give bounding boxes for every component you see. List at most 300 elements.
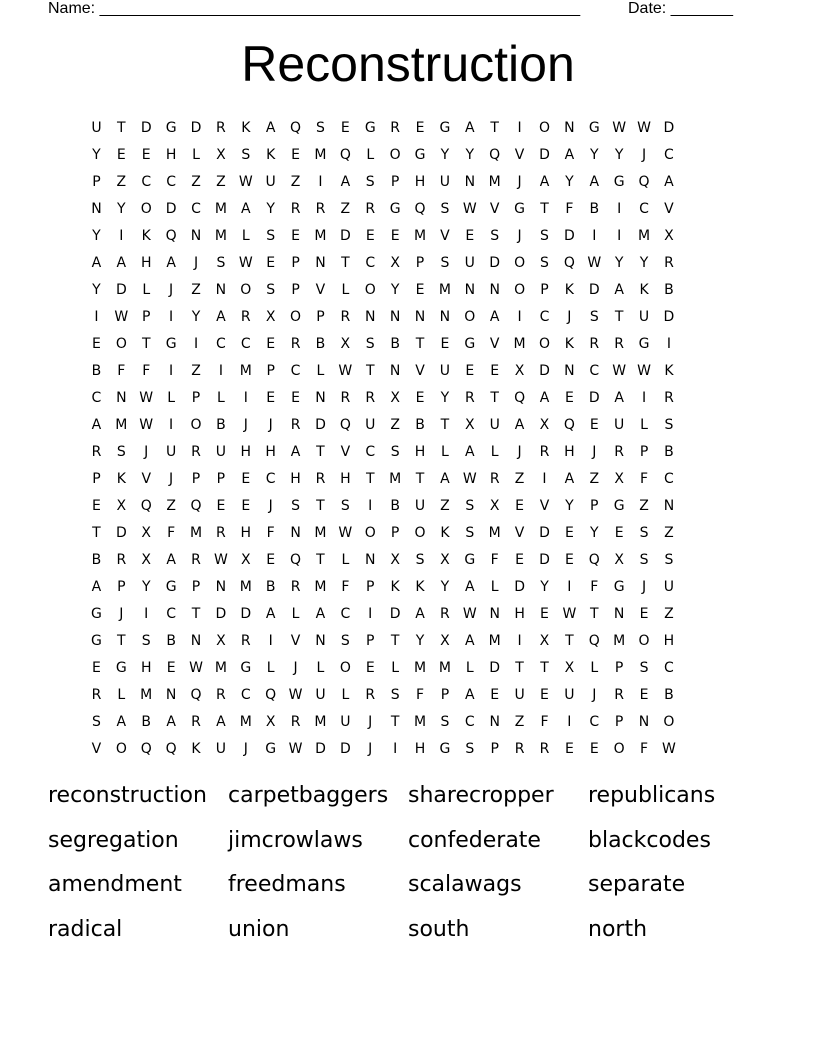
grid-letter: D — [190, 119, 202, 136]
grid-letter: C — [240, 335, 251, 352]
grid-letter: N — [389, 362, 401, 379]
grid-letter: C — [365, 254, 376, 271]
grid-letter: M — [239, 713, 252, 730]
grid-row — [84, 303, 732, 330]
grid-letter: P — [590, 497, 599, 514]
grid-letter: E — [540, 686, 549, 703]
grid-letter: O — [613, 740, 625, 757]
grid-letter: P — [366, 578, 375, 595]
grid-letter: E — [141, 146, 151, 163]
grid-letter: L — [142, 281, 151, 298]
grid-letter: Z — [340, 200, 351, 217]
grid-letter: D — [115, 524, 127, 541]
grid-row — [84, 681, 732, 708]
grid-letter: H — [514, 605, 525, 622]
grid-letter: T — [540, 200, 549, 217]
grid-letter: Z — [191, 281, 201, 298]
grid-letter: S — [465, 497, 475, 514]
grid-letter: H — [140, 659, 152, 676]
grid-letter: B — [91, 362, 102, 379]
grid-letter: J — [641, 146, 647, 163]
grid-letter: V — [315, 281, 326, 298]
grid-letter: W — [288, 686, 303, 703]
grid-letter: K — [116, 470, 126, 487]
grid-letter: J — [293, 659, 298, 676]
grid-letter: R — [365, 200, 376, 217]
grid-letter: K — [390, 578, 400, 595]
grid-letter: B — [265, 578, 276, 595]
grid-letter: S — [440, 200, 450, 217]
grid-letter: Q — [190, 497, 202, 514]
grid-row — [84, 222, 732, 249]
grid-letter: C — [265, 470, 276, 487]
grid-letter: T — [565, 632, 574, 649]
grid-letter: U — [489, 416, 500, 433]
grid-letter: N — [116, 389, 127, 406]
grid-letter: Q — [638, 173, 650, 190]
grid-letter: X — [465, 416, 475, 433]
grid-letter: A — [465, 119, 475, 136]
grid-letter: M — [115, 416, 128, 433]
grid-letter: Y — [639, 254, 649, 271]
grid-letter: R — [240, 632, 251, 649]
grid-letter: T — [141, 335, 151, 352]
grid-letter: L — [341, 281, 350, 298]
grid-letter: Q — [165, 227, 177, 244]
grid-letter: E — [390, 227, 400, 244]
grid-letter: S — [92, 713, 101, 730]
grid-letter: R — [290, 713, 301, 730]
grid-letter: E — [614, 524, 624, 541]
grid-letter: U — [564, 686, 575, 703]
grid-letter: O — [190, 416, 202, 433]
grid-letter: A — [241, 200, 251, 217]
grid-letter: N — [489, 605, 500, 622]
grid-letter: E — [266, 389, 276, 406]
grid-letter: D — [489, 659, 501, 676]
grid-letter: A — [564, 470, 575, 487]
grid-letter: P — [390, 173, 400, 190]
grid-letter: S — [639, 659, 649, 676]
word-bank-item: amendment — [48, 872, 182, 897]
grid-letter: N — [613, 605, 625, 622]
grid-letter: X — [614, 551, 624, 568]
grid-letter: A — [614, 389, 624, 406]
grid-letter: A — [91, 578, 102, 595]
grid-letter: N — [389, 308, 401, 325]
grid-letter: Z — [290, 173, 301, 190]
grid-letter: T — [440, 416, 450, 433]
grid-letter: P — [291, 281, 300, 298]
grid-letter: E — [266, 254, 276, 271]
grid-letter: Z — [116, 173, 127, 190]
grid-letter: A — [265, 605, 276, 622]
grid-letter: R — [191, 713, 201, 730]
grid-letter: T — [390, 632, 400, 649]
grid-letter: L — [216, 389, 225, 406]
grid-letter: N — [190, 227, 202, 244]
grid-letter: E — [589, 416, 599, 433]
word-bank-item: jimcrowlaws — [228, 827, 363, 853]
grid-letter: C — [191, 200, 201, 217]
grid-letter: E — [92, 497, 101, 514]
grid-letter: Y — [440, 578, 450, 595]
grid-letter: L — [640, 416, 648, 433]
grid-letter: C — [589, 713, 600, 730]
word-bank-item: north — [588, 916, 648, 942]
grid-letter: D — [663, 308, 675, 325]
grid-letter: Q — [414, 200, 426, 217]
grid-letter: J — [517, 173, 522, 190]
grid-letter: W — [189, 659, 203, 676]
grid-letter: B — [390, 335, 400, 352]
grid-row — [84, 627, 732, 654]
grid-letter: P — [92, 470, 101, 487]
grid-letter: M — [239, 362, 252, 379]
grid-letter: H — [240, 443, 252, 460]
grid-row — [84, 465, 732, 492]
grid-letter: Q — [489, 146, 501, 163]
grid-letter: S — [365, 335, 375, 352]
grid-letter: B — [91, 551, 102, 568]
grid-letter: Z — [191, 173, 201, 190]
grid-letter: V — [440, 227, 450, 244]
grid-letter: P — [614, 659, 624, 676]
grid-letter: V — [141, 470, 152, 487]
grid-letter: N — [564, 119, 575, 136]
grid-letter: W — [462, 470, 477, 487]
grid-letter: Z — [166, 497, 176, 514]
grid-letter: B — [166, 632, 176, 649]
grid-letter: K — [415, 578, 425, 595]
grid-row — [84, 519, 732, 546]
grid-letter: C — [464, 713, 475, 730]
grid-letter: U — [265, 173, 276, 190]
grid-letter: C — [166, 605, 176, 622]
grid-letter: S — [664, 416, 674, 433]
grid-letter: O — [240, 281, 252, 298]
grid-letter: I — [193, 335, 199, 352]
grid-letter: P — [490, 740, 499, 757]
grid-letter: I — [542, 470, 547, 487]
grid-letter: E — [92, 335, 101, 352]
grid-letter: U — [638, 308, 650, 325]
grid-letter: G — [613, 497, 625, 514]
grid-row — [84, 357, 732, 384]
grid-letter: S — [216, 254, 226, 271]
grid-letter: I — [641, 389, 647, 406]
grid-letter: E — [564, 551, 574, 568]
grid-letter: O — [140, 200, 152, 217]
grid-letter: X — [340, 335, 351, 352]
grid-letter: V — [415, 362, 425, 379]
grid-letter: L — [291, 605, 300, 622]
grid-letter: N — [91, 200, 102, 217]
grid-letter: T — [92, 524, 101, 541]
grid-letter: M — [314, 227, 327, 244]
grid-letter: U — [464, 254, 475, 271]
grid-letter: O — [514, 281, 526, 298]
grid-letter: X — [514, 362, 525, 379]
grid-letter: S — [639, 524, 649, 541]
grid-letter: W — [139, 389, 154, 406]
grid-letter: O — [339, 659, 351, 676]
word-bank-item: reconstruction — [48, 783, 207, 808]
grid-letter: I — [368, 605, 373, 622]
grid-letter: E — [116, 146, 126, 163]
grid-row — [84, 411, 732, 438]
grid-letter: Y — [589, 524, 599, 541]
grid-letter: I — [517, 632, 522, 649]
grid-letter: L — [366, 146, 375, 163]
grid-letter: I — [268, 632, 273, 649]
grid-letter: I — [94, 308, 99, 325]
grid-row — [84, 600, 732, 627]
grid-letter: R — [116, 551, 127, 568]
grid-letter: D — [539, 524, 550, 541]
grid-letter: D — [588, 389, 600, 406]
grid-letter: D — [140, 119, 152, 136]
grid-letter: A — [116, 713, 127, 730]
grid-letter: T — [365, 470, 375, 487]
grid-letter: W — [288, 740, 303, 757]
grid-letter: Z — [639, 497, 649, 514]
grid-letter: Y — [589, 146, 599, 163]
grid-letter: E — [515, 497, 525, 514]
grid-letter: T — [316, 443, 325, 460]
grid-letter: H — [414, 443, 426, 460]
grid-letter: R — [514, 740, 525, 757]
grid-letter: M — [438, 281, 451, 298]
grid-letter: T — [316, 551, 325, 568]
grid-letter: N — [663, 497, 675, 514]
grid-letter: P — [92, 173, 101, 190]
grid-letter: S — [540, 254, 549, 271]
grid-letter: N — [439, 308, 451, 325]
grid-letter: D — [240, 605, 252, 622]
grid-letter: H — [414, 173, 426, 190]
grid-letter: G — [165, 119, 177, 136]
grid-letter: U — [340, 713, 351, 730]
grid-letter: S — [440, 713, 450, 730]
grid-letter: P — [639, 443, 649, 460]
grid-letter: M — [314, 146, 327, 163]
grid-letter: X — [539, 416, 550, 433]
grid-row — [84, 141, 732, 168]
grid-letter: V — [489, 200, 500, 217]
grid-letter: Q — [140, 497, 152, 514]
grid-letter: J — [144, 443, 149, 460]
grid-letter: N — [215, 578, 227, 595]
grid-letter: D — [539, 362, 550, 379]
grid-letter: W — [612, 362, 627, 379]
grid-letter: C — [664, 470, 674, 487]
grid-letter: X — [116, 497, 127, 514]
grid-letter: H — [165, 146, 177, 163]
grid-letter: S — [141, 632, 151, 649]
grid-letter: I — [169, 308, 174, 325]
grid-letter: G — [165, 578, 177, 595]
grid-letter: X — [240, 551, 251, 568]
grid-letter: H — [290, 470, 301, 487]
grid-letter: Y — [390, 281, 400, 298]
grid-row — [84, 168, 732, 195]
grid-letter: A — [664, 173, 674, 190]
grid-letter: P — [191, 389, 201, 406]
grid-letter: H — [564, 443, 575, 460]
grid-letter: M — [389, 470, 402, 487]
grid-letter: P — [415, 254, 425, 271]
grid-letter: M — [637, 227, 651, 244]
grid-letter: T — [415, 335, 425, 352]
grid-letter: E — [639, 605, 649, 622]
grid-letter: X — [539, 632, 550, 649]
grid-letter: E — [465, 227, 475, 244]
word-bank-item: south — [408, 916, 470, 942]
grid-letter: Y — [117, 200, 126, 217]
grid-row — [84, 384, 732, 411]
word-bank-item: carpetbaggers — [228, 783, 389, 808]
grid-letter: M — [314, 578, 327, 595]
grid-letter: N — [165, 686, 177, 703]
grid-letter: S — [365, 173, 375, 190]
grid-letter: S — [316, 119, 325, 136]
grid-letter: Z — [390, 416, 400, 433]
grid-letter: N — [638, 713, 650, 730]
grid-letter: S — [465, 524, 475, 541]
grid-letter: K — [191, 740, 201, 757]
grid-letter: R — [290, 578, 301, 595]
grid-letter: I — [218, 362, 223, 379]
grid-letter: G — [464, 335, 476, 352]
grid-letter: D — [563, 227, 575, 244]
grid-letter: V — [340, 443, 351, 460]
grid-letter: Y — [415, 632, 425, 649]
word-bank-item: scalawags — [408, 872, 522, 897]
grid-letter: J — [517, 227, 522, 244]
grid-letter: W — [637, 362, 651, 379]
grid-letter: O — [514, 254, 526, 271]
grid-letter: I — [169, 416, 174, 433]
grid-row — [84, 276, 732, 303]
grid-letter: J — [243, 416, 248, 433]
grid-letter: D — [115, 281, 127, 298]
grid-letter: T — [390, 713, 400, 730]
grid-letter: J — [641, 578, 647, 595]
grid-letter: U — [215, 443, 227, 460]
grid-letter: E — [564, 740, 574, 757]
grid-letter: W — [338, 362, 353, 379]
grid-letter: U — [439, 173, 451, 190]
word-bank-item: segregation — [48, 827, 179, 853]
grid-letter: E — [564, 524, 574, 541]
grid-letter: J — [517, 443, 522, 460]
grid-letter: A — [415, 605, 425, 622]
grid-letter: Y — [565, 497, 574, 514]
grid-letter: E — [291, 146, 300, 163]
grid-letter: M — [613, 632, 626, 649]
grid-letter: R — [216, 524, 226, 541]
grid-letter: I — [592, 227, 597, 244]
grid-letter: J — [592, 686, 597, 703]
grid-letter: B — [589, 200, 600, 217]
grid-letter: Y — [565, 173, 574, 190]
grid-letter: W — [462, 200, 477, 217]
grid-letter: L — [490, 443, 499, 460]
grid-letter: M — [438, 659, 451, 676]
grid-letter: C — [240, 686, 251, 703]
grid-row — [84, 249, 732, 276]
grid-letter: N — [489, 713, 500, 730]
grid-letter: K — [639, 281, 649, 298]
grid-letter: R — [489, 470, 500, 487]
grid-letter: N — [215, 281, 227, 298]
grid-letter: W — [114, 308, 129, 325]
grid-letter: L — [490, 578, 499, 595]
grid-letter: W — [238, 254, 253, 271]
grid-letter: I — [567, 578, 572, 595]
grid-letter: P — [117, 578, 126, 595]
grid-letter: P — [266, 362, 275, 379]
grid-letter: W — [562, 605, 577, 622]
grid-letter: Z — [664, 605, 674, 622]
grid-letter: U — [514, 686, 525, 703]
grid-letter: X — [440, 632, 450, 649]
grid-letter: W — [637, 119, 651, 136]
grid-letter: E — [241, 497, 251, 514]
grid-letter: G — [613, 578, 625, 595]
grid-letter: L — [441, 443, 449, 460]
header — [48, 0, 748, 20]
grid-letter: K — [664, 362, 674, 379]
grid-letter: F — [142, 362, 151, 379]
grid-letter: K — [141, 227, 151, 244]
grid-letter: E — [365, 659, 375, 676]
grid-letter: A — [290, 443, 301, 460]
grid-letter: Z — [589, 470, 600, 487]
grid-letter: M — [488, 632, 501, 649]
grid-letter: Z — [664, 524, 674, 541]
grid-letter: X — [216, 146, 226, 163]
grid-row — [84, 708, 732, 735]
grid-letter: R — [664, 389, 674, 406]
grid-letter: L — [266, 659, 275, 676]
grid-letter: Z — [440, 497, 450, 514]
grid-letter: L — [192, 146, 200, 163]
grid-row — [84, 114, 732, 141]
word-bank-item: sharecropper — [408, 783, 554, 808]
grid-letter: A — [539, 173, 550, 190]
grid-letter: P — [366, 632, 375, 649]
grid-letter: R — [464, 389, 475, 406]
grid-letter: U — [439, 362, 451, 379]
word-bank-item: freedmans — [228, 872, 346, 897]
letter-grid — [84, 114, 732, 762]
grid-letter: Y — [614, 254, 624, 271]
word-bank — [48, 780, 768, 958]
grid-letter: R — [390, 119, 400, 136]
grid-letter: D — [588, 281, 600, 298]
grid-letter: N — [315, 389, 326, 406]
grid-letter: D — [315, 416, 326, 433]
grid-letter: E — [291, 227, 300, 244]
grid-letter: E — [92, 659, 101, 676]
word-bank-item: union — [228, 916, 290, 942]
grid-letter: N — [365, 308, 376, 325]
grid-letter: F — [565, 200, 574, 217]
grid-letter: Y — [440, 389, 450, 406]
grid-letter: Y — [92, 227, 101, 244]
